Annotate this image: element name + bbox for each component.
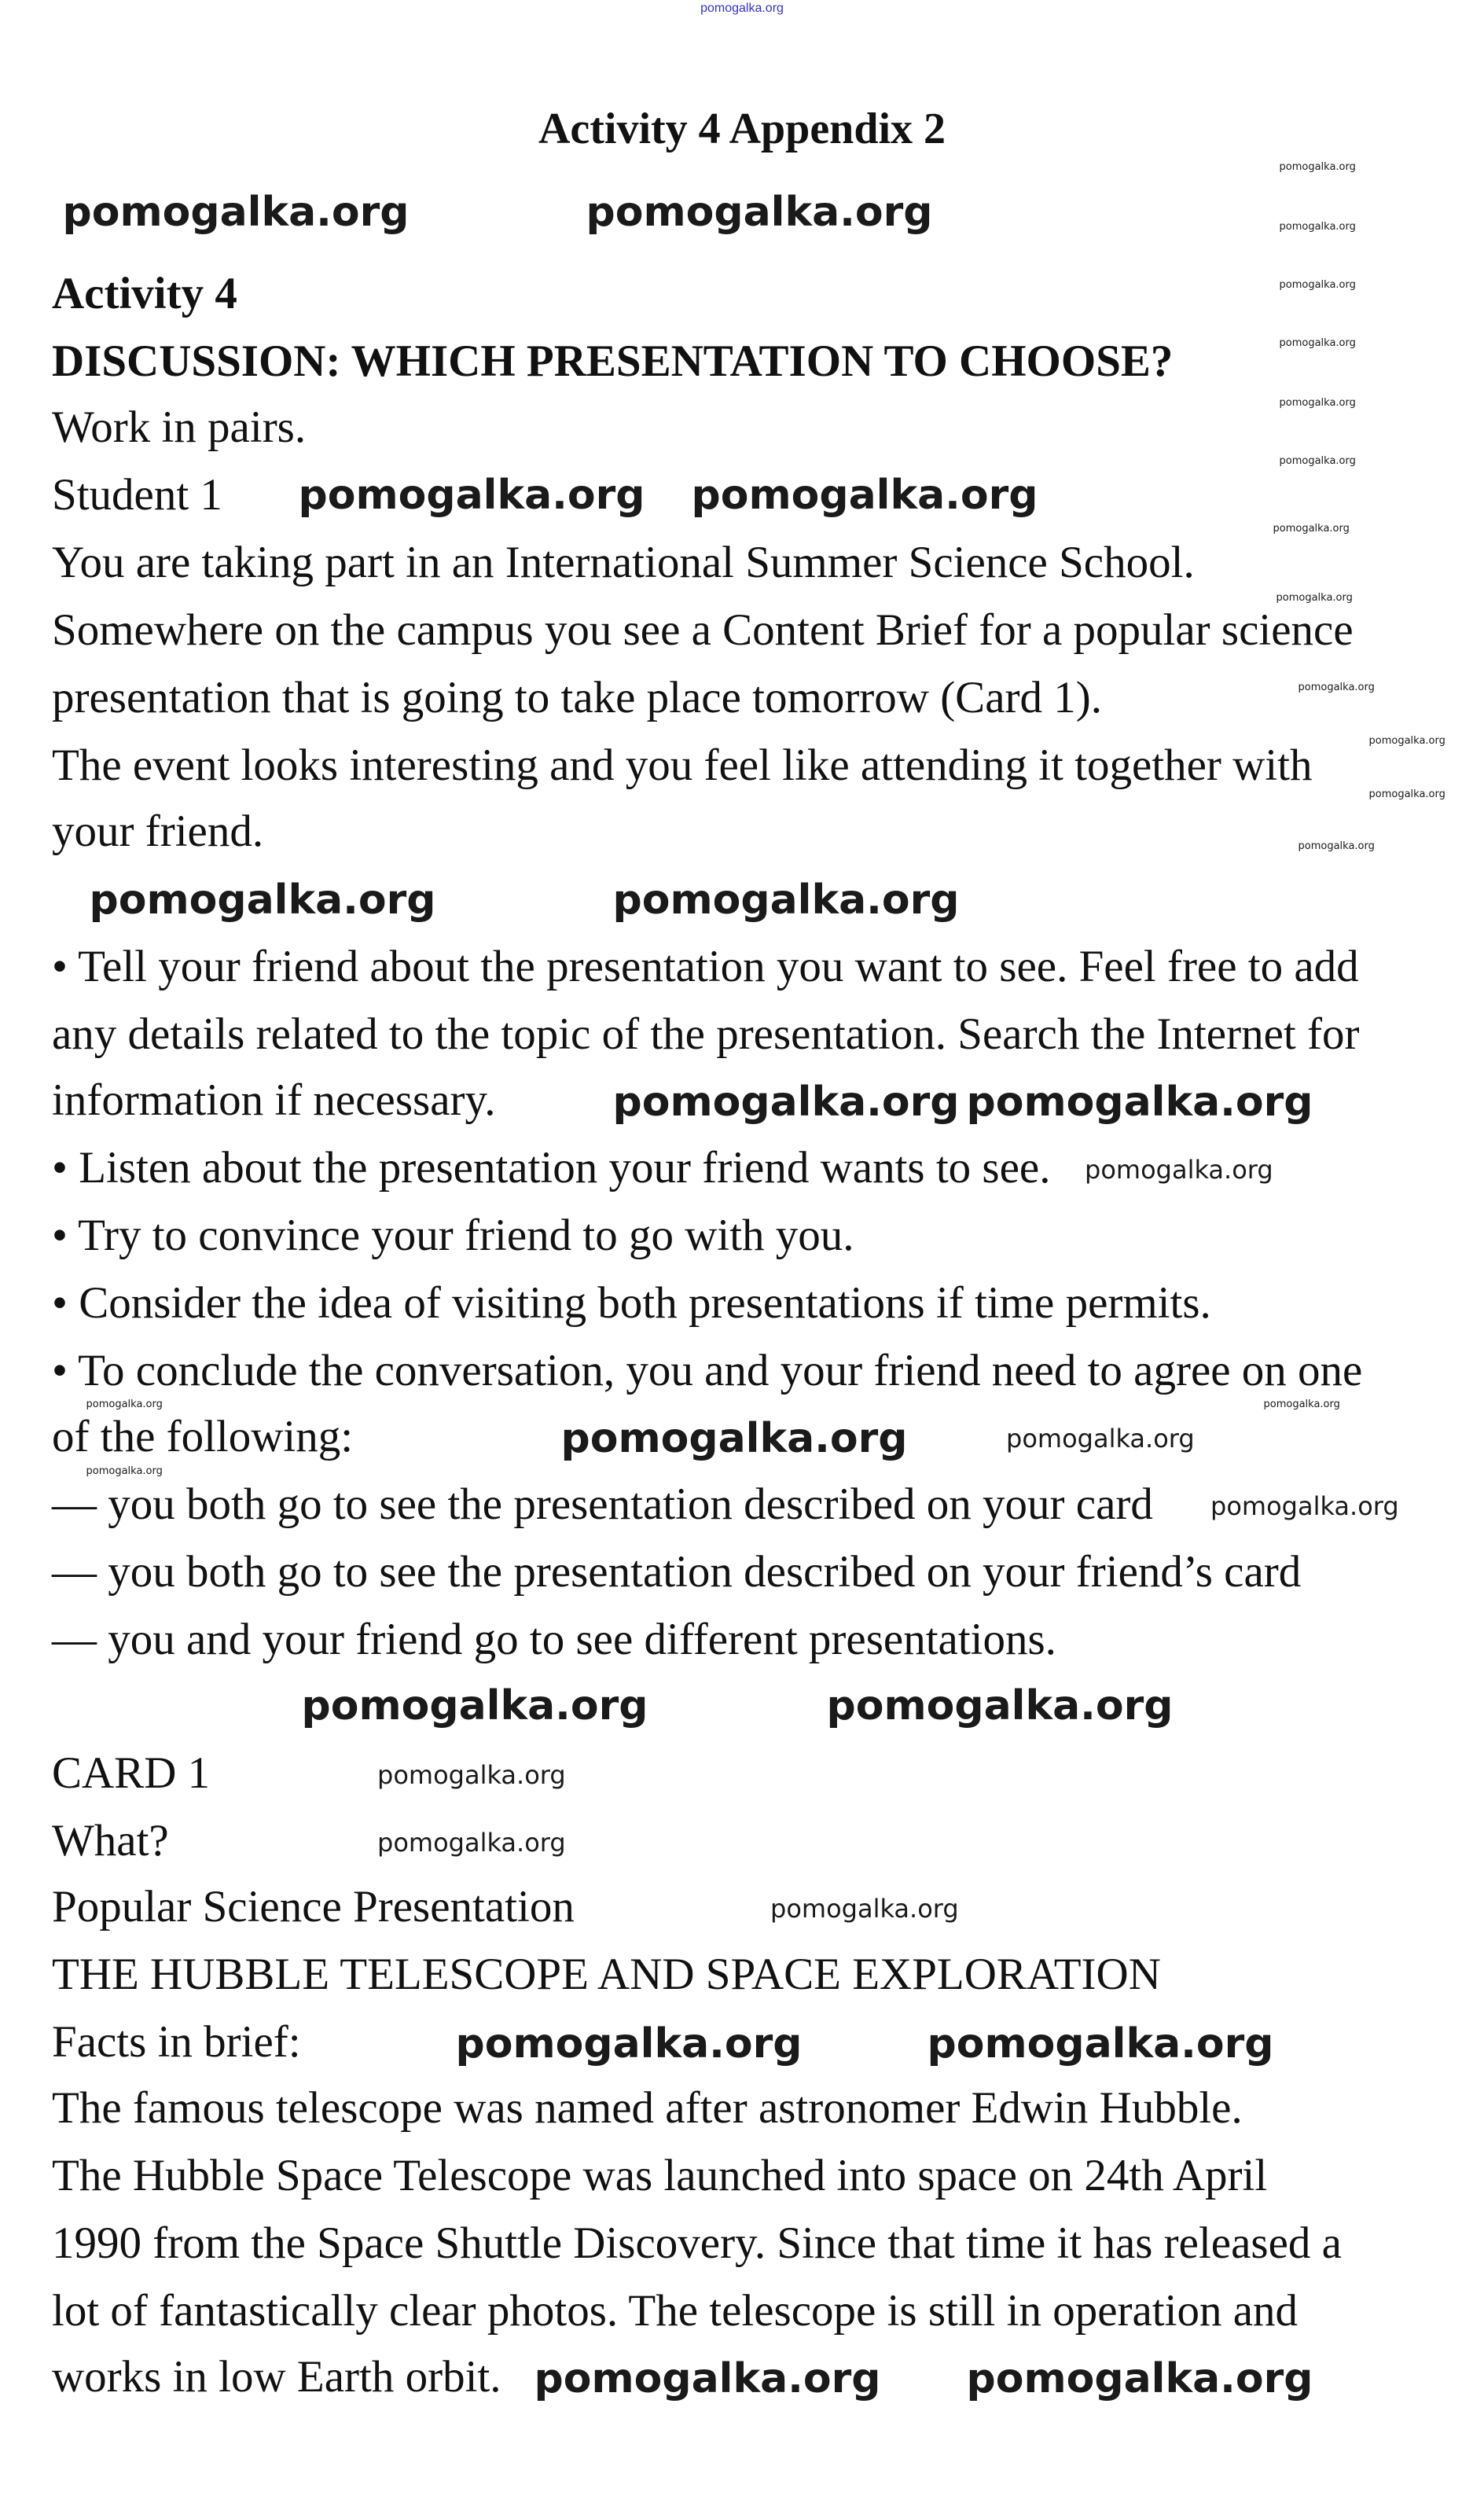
watermark: pomogalka.org	[377, 1760, 566, 1790]
text-line: THE HUBBLE TELESCOPE AND SPACE EXPLORATION	[52, 1950, 1161, 1999]
text-line: Facts in brief:	[52, 2017, 301, 2067]
text-line: — you and your friend go to see different presentations.	[52, 1615, 1056, 1664]
text-line: • Try to convince your friend to go with you.	[52, 1211, 854, 1260]
text-line: of the following:	[52, 1412, 354, 1461]
watermark: pomogalka.org	[826, 1682, 1174, 1729]
watermark: pomogalka.org	[86, 1465, 163, 1477]
watermark: pomogalka.org	[966, 2355, 1313, 2402]
watermark: pomogalka.org	[1279, 220, 1356, 233]
watermark: pomogalka.org	[1263, 1398, 1340, 1410]
section-heading: DISCUSSION: WHICH PRESENTATION TO CHOOSE?	[52, 336, 1174, 386]
watermark: pomogalka.org	[1210, 1491, 1399, 1521]
watermark: pomogalka.org	[1279, 396, 1356, 409]
watermark: pomogalka.org	[62, 189, 410, 236]
text-line: The Hubble Space Telescope was launched into space on 24th April	[52, 2151, 1268, 2200]
watermark: pomogalka.org	[586, 189, 933, 236]
watermark: pomogalka.org	[1279, 278, 1356, 291]
text-line: The event looks interesting and you feel like attending it together with	[52, 741, 1313, 790]
watermark: pomogalka.org	[298, 472, 645, 519]
watermark: pomogalka.org	[1368, 734, 1445, 747]
header-watermark: pomogalka.org	[700, 2, 784, 15]
page-title: Activity 4 Appendix 2	[538, 105, 946, 153]
watermark: pomogalka.org	[1279, 336, 1356, 349]
text-line: • Listen about the presentation your friend wants to see.	[52, 1143, 1051, 1193]
text-line: — you both go to see the presentation described on your card	[52, 1479, 1153, 1529]
watermark: pomogalka.org	[1279, 454, 1356, 467]
text-line: • To conclude the conversation, you and your friend need to agree on one	[52, 1346, 1363, 1395]
watermark: pomogalka.org	[691, 472, 1038, 519]
text-line: Work in pairs.	[52, 402, 307, 452]
watermark: pomogalka.org	[1085, 1155, 1273, 1185]
text-line: CARD 1	[52, 1748, 211, 1798]
watermark: pomogalka.org	[1368, 788, 1445, 800]
text-line: information if necessary.	[52, 1075, 496, 1125]
watermark: pomogalka.org	[770, 1894, 959, 1924]
watermark: pomogalka.org	[1279, 160, 1356, 173]
text-line: The famous telescope was named after astronomer Edwin Hubble.	[52, 2083, 1243, 2133]
text-line: Somewhere on the campus you see a Content Brief for a popular science	[52, 605, 1354, 655]
watermark: pomogalka.org	[377, 1828, 566, 1858]
watermark: pomogalka.org	[612, 1079, 960, 1126]
watermark: pomogalka.org	[86, 1398, 163, 1410]
watermark: pomogalka.org	[927, 2020, 1274, 2067]
text-line: Popular Science Presentation	[52, 1882, 575, 1931]
watermark: pomogalka.org	[966, 1079, 1313, 1126]
watermark: pomogalka.org	[301, 1682, 648, 1729]
text-line: any details related to the topic of the presentation. Search the Internet for	[52, 1009, 1360, 1059]
watermark: pomogalka.org	[455, 2020, 803, 2067]
text-line: — you both go to see the presentation described on your friend’s card	[52, 1547, 1302, 1597]
text-line: works in low Earth orbit.	[52, 2352, 501, 2402]
watermark: pomogalka.org	[612, 877, 960, 924]
text-line: • Consider the idea of visiting both presentations if time permits.	[52, 1278, 1211, 1328]
text-line: presentation that is going to take place tomorrow (Card 1).	[52, 673, 1102, 722]
watermark: pomogalka.org	[560, 1415, 908, 1462]
text-line: Student 1	[52, 470, 222, 520]
watermark: pomogalka.org	[1298, 840, 1375, 852]
watermark: pomogalka.org	[1273, 522, 1350, 535]
text-line: What?	[52, 1816, 169, 1865]
watermark: pomogalka.org	[89, 877, 436, 924]
watermark: pomogalka.org	[1006, 1424, 1195, 1454]
watermark: pomogalka.org	[1298, 681, 1375, 693]
text-line: your friend.	[52, 807, 264, 856]
text-line: You are taking part in an International Summer Science School.	[52, 538, 1195, 587]
section-heading: Activity 4	[52, 269, 237, 318]
watermark: pomogalka.org	[1276, 591, 1353, 604]
text-line: • Tell your friend about the presentation you want to see. Feel free to add	[52, 942, 1359, 991]
text-line: 1990 from the Space Shuttle Discovery. Since that time it has released a	[52, 2218, 1342, 2268]
text-line: lot of fantastically clear photos. The telescope is still in operation and	[52, 2286, 1298, 2336]
watermark: pomogalka.org	[534, 2355, 881, 2402]
